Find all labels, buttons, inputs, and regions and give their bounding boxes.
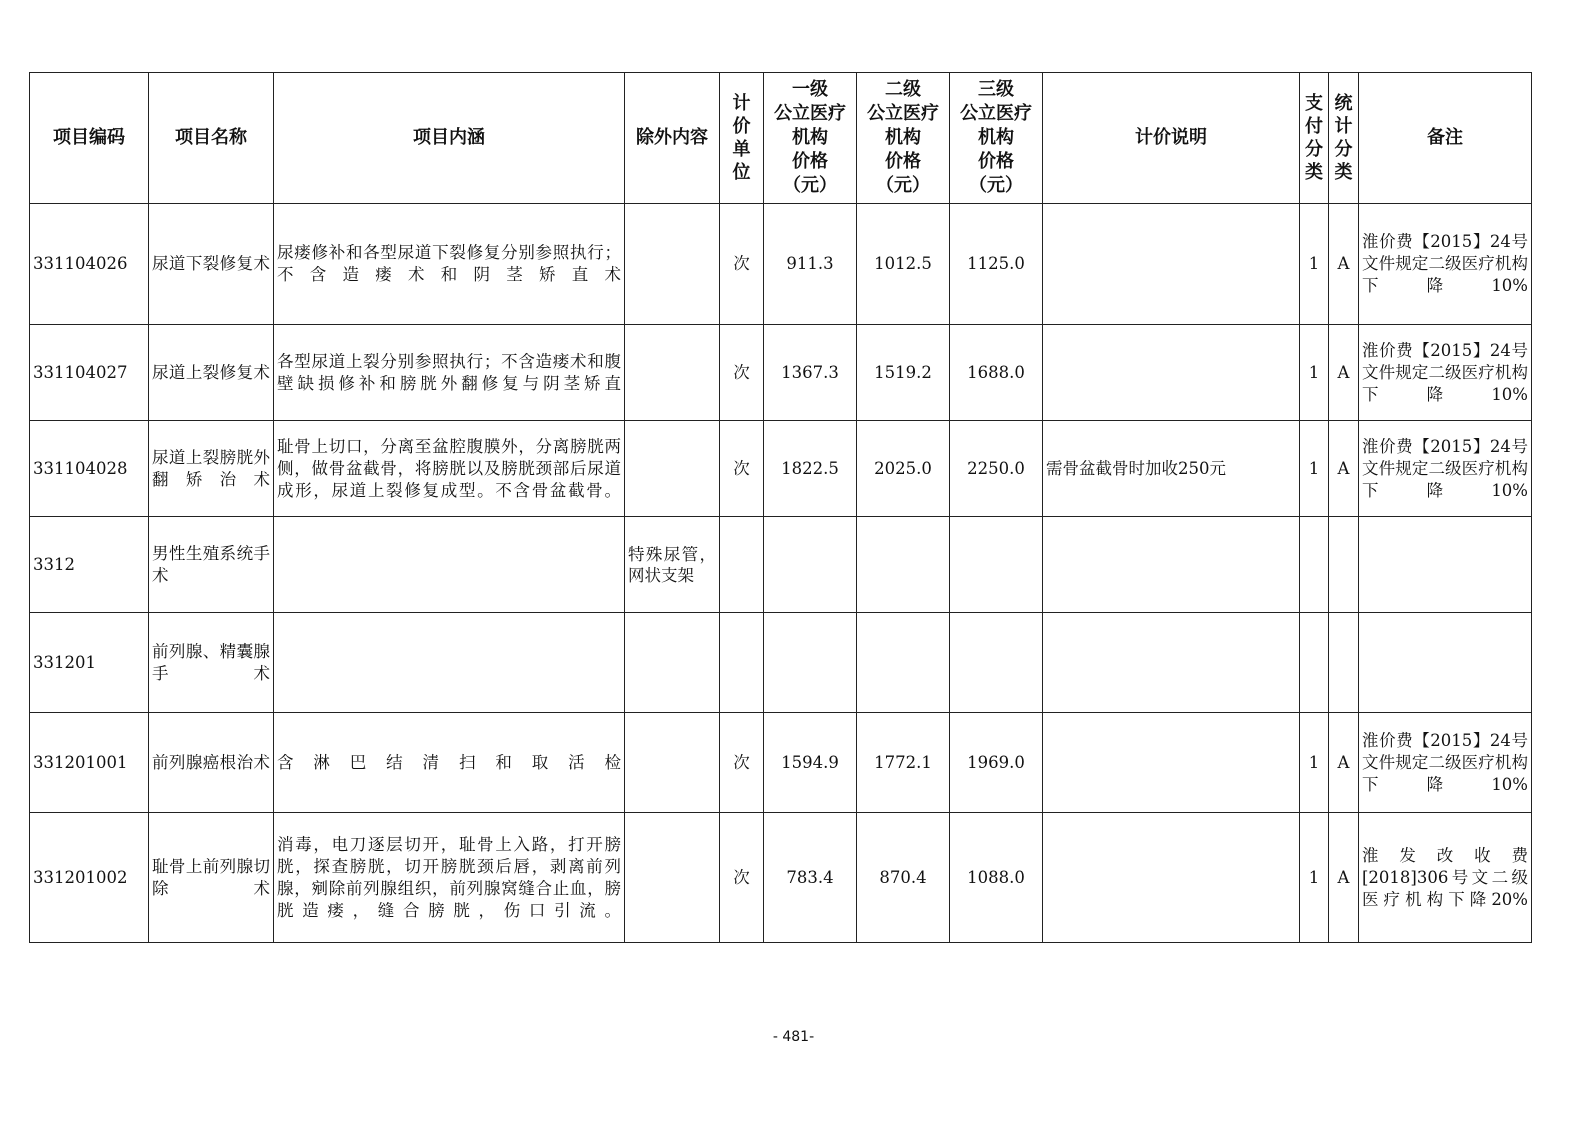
header-line: 分 <box>1334 139 1353 160</box>
cell-pricing-note <box>1043 813 1300 943</box>
cell-exclusion: 特殊尿管，网状支架 <box>625 517 720 613</box>
cell-unit: 次 <box>720 813 764 943</box>
header-line: 三级 <box>978 79 1014 100</box>
header-price-level-2 <box>857 73 950 204</box>
cell-pricing-note <box>1043 713 1300 813</box>
cell-price-level-3: 1125.0 <box>950 204 1043 325</box>
cell-payment-class: 1 <box>1300 325 1329 421</box>
header-line: （元） <box>876 175 930 196</box>
header-line: 分 <box>1305 139 1323 160</box>
page-number: - 481- <box>772 1029 815 1045</box>
cell-price-level-1 <box>764 517 857 613</box>
header-line: 统 <box>1334 93 1353 114</box>
cell-exclusion <box>625 421 720 517</box>
cell-price-level-2 <box>857 613 950 713</box>
cell-pricing-note <box>1043 325 1300 421</box>
cell-price-level-1: 1822.5 <box>764 421 857 517</box>
table-row <box>30 713 1532 813</box>
cell-price-level-1: 783.4 <box>764 813 857 943</box>
cell-code: 331201 <box>30 613 149 713</box>
cell-payment-class <box>1300 613 1329 713</box>
cell-exclusion <box>625 325 720 421</box>
cell-price-level-2: 1772.1 <box>857 713 950 813</box>
cell-stat-class <box>1329 517 1359 613</box>
cell-exclusion <box>625 613 720 713</box>
cell-price-level-2: 870.4 <box>857 813 950 943</box>
cell-pricing-note <box>1043 613 1300 713</box>
header-line: （元） <box>969 175 1023 196</box>
cell-stat-class: A <box>1329 713 1359 813</box>
cell-exclusion <box>625 204 720 325</box>
cell-code: 331201001 <box>30 713 149 813</box>
header-remarks: 备注 <box>1359 73 1532 204</box>
cell-price-level-2 <box>857 517 950 613</box>
header-stat-class <box>1329 73 1359 204</box>
header-line: 类 <box>1305 162 1323 183</box>
cell-content: 消毒，电刀逐层切开，耻骨上入路，打开膀胱，探查膀胱，切开膀胱颈后唇，剥离前列腺，剜除前列腺组织，前列腺窝缝合止血，膀胱造瘘，缝合膀胱，伤口引流。 <box>274 813 625 943</box>
cell-price-level-1: 1594.9 <box>764 713 857 813</box>
cell-price-level-3: 1088.0 <box>950 813 1043 943</box>
cell-code: 331201002 <box>30 813 149 943</box>
cell-price-level-2: 1012.5 <box>857 204 950 325</box>
cell-pricing-note <box>1043 204 1300 325</box>
cell-stat-class: A <box>1329 421 1359 517</box>
cell-unit: 次 <box>720 421 764 517</box>
cell-code: 331104026 <box>30 204 149 325</box>
header-line: 价格 <box>978 151 1014 172</box>
header-code: 项目编码 <box>30 73 149 204</box>
cell-price-level-3: 1969.0 <box>950 713 1043 813</box>
cell-code: 331104027 <box>30 325 149 421</box>
header-line: 类 <box>1334 162 1353 183</box>
header-line: （元） <box>783 175 837 196</box>
cell-content: 含淋巴结清扫和取活检 <box>274 713 625 813</box>
cell-price-level-1: 911.3 <box>764 204 857 325</box>
header-unit <box>720 73 764 204</box>
header-name: 项目名称 <box>149 73 274 204</box>
header-line: 价 <box>732 116 751 137</box>
cell-payment-class: 1 <box>1300 204 1329 325</box>
cell-remarks <box>1359 517 1532 613</box>
price-table <box>29 72 1532 943</box>
header-line: 公立医疗 <box>867 103 939 124</box>
header-payment-class <box>1300 73 1329 204</box>
header-pricing-note: 计价说明 <box>1043 73 1300 204</box>
cell-code: 331104028 <box>30 421 149 517</box>
header-line: 一级 <box>792 79 828 100</box>
header-line: 计 <box>732 93 751 114</box>
header-line: 位 <box>732 162 751 183</box>
cell-name: 尿道上裂膀胱外翻矫治术 <box>149 421 274 517</box>
cell-content: 耻骨上切口，分离至盆腔腹膜外，分离膀胱两侧，做骨盆截骨，将膀胱以及膀胱颈部后尿道成形，尿道上裂修复成型。不含骨盆截骨。 <box>274 421 625 517</box>
cell-price-level-3 <box>950 613 1043 713</box>
header-line: 价格 <box>885 151 921 172</box>
cell-content: 尿瘘修补和各型尿道下裂修复分别参照执行；不含造瘘术和阴茎矫直术 <box>274 204 625 325</box>
table-row <box>30 325 1532 421</box>
table-row <box>30 613 1532 713</box>
cell-remarks: 淮价费【2015】24号文件规定二级医疗机构下降10% <box>1359 421 1532 517</box>
header-line: 机构 <box>978 127 1014 148</box>
cell-unit: 次 <box>720 713 764 813</box>
header-line: 价格 <box>792 151 828 172</box>
cell-content <box>274 613 625 713</box>
cell-pricing-note: 需骨盆截骨时加收250元 <box>1043 421 1300 517</box>
header-line: 公立医疗 <box>774 103 846 124</box>
header-content: 项目内涵 <box>274 73 625 204</box>
cell-remarks: 淮价费【2015】24号文件规定二级医疗机构下降10% <box>1359 325 1532 421</box>
table-row <box>30 421 1532 517</box>
header-line: 单 <box>732 139 751 160</box>
header-line: 机构 <box>885 127 921 148</box>
header-line: 二级 <box>885 79 921 100</box>
cell-exclusion <box>625 713 720 813</box>
cell-price-level-2: 2025.0 <box>857 421 950 517</box>
cell-content: 各型尿道上裂分别参照执行；不含造瘘术和腹壁缺损修补和膀胱外翻修复与阴茎矫直 <box>274 325 625 421</box>
cell-name: 尿道下裂修复术 <box>149 204 274 325</box>
cell-unit: 次 <box>720 325 764 421</box>
cell-pricing-note <box>1043 517 1300 613</box>
cell-code: 3312 <box>30 517 149 613</box>
header-line: 公立医疗 <box>960 103 1032 124</box>
cell-stat-class: A <box>1329 325 1359 421</box>
cell-name: 耻骨上前列腺切除术 <box>149 813 274 943</box>
cell-price-level-1 <box>764 613 857 713</box>
header-line: 支 <box>1305 93 1323 114</box>
cell-price-level-2: 1519.2 <box>857 325 950 421</box>
cell-unit: 次 <box>720 204 764 325</box>
header-line: 机构 <box>792 127 828 148</box>
cell-price-level-1: 1367.3 <box>764 325 857 421</box>
cell-stat-class: A <box>1329 204 1359 325</box>
cell-remarks <box>1359 613 1532 713</box>
cell-remarks: 淮发改收费[2018]306号文二级医疗机构下降20% <box>1359 813 1532 943</box>
cell-name: 前列腺、精囊腺手术 <box>149 613 274 713</box>
header-price-level-3 <box>950 73 1043 204</box>
cell-remarks: 淮价费【2015】24号文件规定二级医疗机构下降10% <box>1359 204 1532 325</box>
header-price-level-1 <box>764 73 857 204</box>
header-line: 付 <box>1305 116 1323 137</box>
cell-name: 尿道上裂修复术 <box>149 325 274 421</box>
header-line: 计 <box>1334 116 1353 137</box>
cell-unit <box>720 613 764 713</box>
cell-price-level-3 <box>950 517 1043 613</box>
cell-price-level-3: 2250.0 <box>950 421 1043 517</box>
cell-remarks: 淮价费【2015】24号文件规定二级医疗机构下降10% <box>1359 713 1532 813</box>
cell-payment-class: 1 <box>1300 713 1329 813</box>
cell-unit <box>720 517 764 613</box>
cell-content <box>274 517 625 613</box>
cell-exclusion <box>625 813 720 943</box>
cell-price-level-3: 1688.0 <box>950 325 1043 421</box>
cell-stat-class: A <box>1329 813 1359 943</box>
table-row <box>30 517 1532 613</box>
cell-stat-class <box>1329 613 1359 713</box>
cell-payment-class: 1 <box>1300 813 1329 943</box>
cell-name: 前列腺癌根治术 <box>149 713 274 813</box>
cell-payment-class <box>1300 517 1329 613</box>
cell-payment-class: 1 <box>1300 421 1329 517</box>
table-body <box>30 204 1532 943</box>
header-row <box>30 73 1532 204</box>
table-row <box>30 813 1532 943</box>
header-exclusion: 除外内容 <box>625 73 720 204</box>
cell-name: 男性生殖系统手术 <box>149 517 274 613</box>
table-row <box>30 204 1532 325</box>
